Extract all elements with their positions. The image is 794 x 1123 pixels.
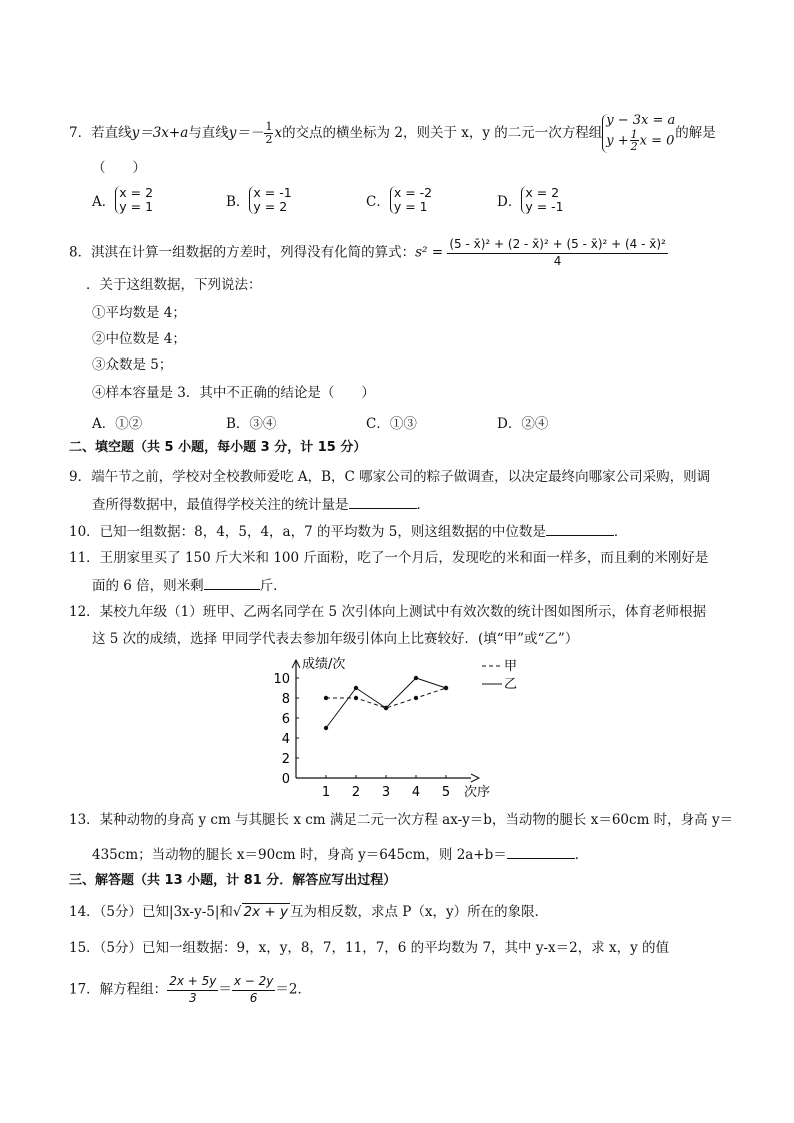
y-tick-label: 8 — [281, 692, 290, 707]
y-axis-label: 成绩/次 — [302, 657, 346, 672]
q7-text-a: 若直线 — [91, 125, 132, 142]
q11-answer-blank[interactable] — [204, 577, 260, 590]
q14-line: 14．（5分）已知|3x-y-5|和√ 2x + y 互为相反数，求点 P（x，y）所在的象限． — [69, 904, 549, 920]
q7-eq2-post: x — [274, 125, 283, 142]
q8-text: 淇淇在计算一组数据的方差时，列得没有化简的算式： — [91, 244, 416, 261]
q7-option-c[interactable]: C． x = -2 y = 1 — [366, 185, 433, 214]
q8-item-3: ③众数是 5； — [92, 357, 173, 373]
series-1-point — [354, 696, 358, 700]
series-line-1 — [326, 688, 446, 708]
q13-line1: 13．某种动物的身高 y cm 与其腿长 x cm 满足二元一次方程 ax-y＝b，当动物的腿长 x＝60cm 时，身高 y＝ — [69, 812, 734, 828]
q13-answer-blank[interactable] — [507, 846, 575, 859]
x-tick-label: 2 — [351, 785, 361, 800]
x-axis-arrow — [471, 774, 479, 782]
q13-line2: 435cm；当动物的腿长 x＝90cm 时，身高 y＝645cm，则 2a+b＝ ． — [92, 847, 589, 863]
q8-option-d[interactable]: D．②④ — [497, 416, 549, 432]
q7-option-d[interactable]: D． x = 2 y = -1 — [497, 185, 564, 214]
series-2-point — [354, 686, 358, 690]
q11-line1: 11．王朋家里买了 150 斤大米和 100 斤面粉，吃了一个月后，发现吃的米和面一样多，而且剩的米刚好是 — [69, 550, 709, 566]
section-3-heading: 三、解答题（共 13 小题，计 81 分．解答应写出过程） — [69, 873, 397, 888]
legend-label-1: 甲 — [504, 659, 518, 674]
q7-text-d: 的解是 — [675, 125, 716, 142]
y-tick-label: 2 — [281, 752, 290, 767]
series-2-point — [384, 706, 388, 710]
q7-text-c: 的交点的横坐标为 2，则关于 x，y 的二元一次方程组 — [282, 125, 603, 142]
series-2-point — [324, 726, 328, 730]
q9-line2: 查所得数据中，最值得学校关注的统计量是 ． — [92, 497, 430, 513]
legend-label-2: 乙 — [504, 677, 518, 692]
q8-line1 — [69, 237, 668, 269]
series-1-point — [324, 696, 328, 700]
y-tick-label: 10 — [273, 672, 290, 687]
y-tick-label: 6 — [281, 712, 290, 727]
section-2-heading: 二、填空题（共 5 小题，每小题 3 分，计 15 分） — [69, 440, 367, 455]
series-2-point — [414, 676, 418, 680]
q7-eq1: y＝3x+a — [131, 125, 189, 142]
q7-eq2-pre: y＝－ — [228, 125, 264, 142]
q17-line: 17．解方程组： $\frac{2x + 5y}{3}$ ＝ $\frac{x - 2y}{6}$ ＝2． — [69, 974, 311, 1005]
q9-answer-blank[interactable] — [349, 496, 417, 509]
q11-line2: 面的 6 倍，则米剩 斤． — [92, 578, 287, 594]
q8-item-2: ②中位数是 4； — [92, 331, 186, 347]
q8-item-1: ①平均数是 4； — [92, 305, 186, 321]
q8-cont: ．关于这组数据，下列说法： — [86, 277, 262, 293]
q8-option-c[interactable]: C．①③ — [366, 416, 417, 432]
q7-line1 — [69, 114, 716, 153]
q7-option-a[interactable]: A． x = 2 y = 1 — [92, 185, 154, 214]
q8-variance-fraction: $\frac{\text{(5 - x̄)² + (2 - x̄)² + (5 - x̄)² + (4 - x̄)²}}{4}$ — [449, 237, 666, 268]
q10-answer-blank[interactable] — [546, 523, 614, 536]
x-tick-label: 3 — [381, 785, 391, 800]
q10-line: 10．已知一组数据：8，4，5，4，a，7 的平均数为 5，则这组数据的中位数是 ． — [69, 524, 628, 540]
q7-number: 7． — [69, 125, 92, 142]
q9-line1: 9．端午节之前，学校对全校教师爱吃 A，B，C 哪家公司的粽子做调查，以决定最终向哪家公司采购，则调 — [69, 469, 711, 485]
q12-line1: 12．某校九年级（1）班甲、乙两名同学在 5 次引体向上测试中有效次数的统计图如图所示，体育老师根据 — [69, 604, 706, 620]
series-1-point — [414, 696, 418, 700]
q8-option-b[interactable]: B．③④ — [226, 416, 277, 432]
q7-paren: （ ） — [92, 160, 146, 176]
q8-option-a[interactable]: A．①② — [92, 416, 143, 432]
q7-option-b[interactable]: B． x = -1 y = 2 — [226, 185, 292, 214]
q15-line: 15．（5分）已知一组数据：9，x，y，8，7，11，7，6 的平均数为 7，其中 y-x＝2，求 x，y 的值 — [69, 940, 670, 956]
x-axis-label: 次序 — [464, 785, 491, 800]
y-tick-label: 4 — [281, 732, 290, 747]
score-line-chart — [270, 652, 518, 802]
series-2-point — [444, 686, 448, 690]
x-tick-label: 4 — [411, 785, 421, 800]
q14-sqrt: 2x + y — [243, 904, 288, 920]
q8-item-4: ④样本容量是 3．其中不正确的结论是（ ） — [92, 385, 375, 401]
q8-number: 8． — [69, 244, 92, 261]
q7-fraction: $\frac{1}{2}$ — [265, 120, 273, 147]
q7-system: y − 3x = a y + $\frac{1}{2}$ x = 0 — [602, 114, 675, 153]
q8-s2: s² = — [415, 244, 444, 261]
x-tick-label: 1 — [321, 785, 331, 800]
x-tick-label: 5 — [441, 785, 451, 800]
y-tick-label: 0 — [281, 772, 290, 787]
q12-line2: 这 5 次的成绩，选择 甲同学代表去参加年级引体向上比赛较好．(填“甲”或“乙”） — [92, 631, 579, 647]
series-line-2 — [326, 678, 446, 728]
q7-text-b: 与直线 — [188, 125, 229, 142]
